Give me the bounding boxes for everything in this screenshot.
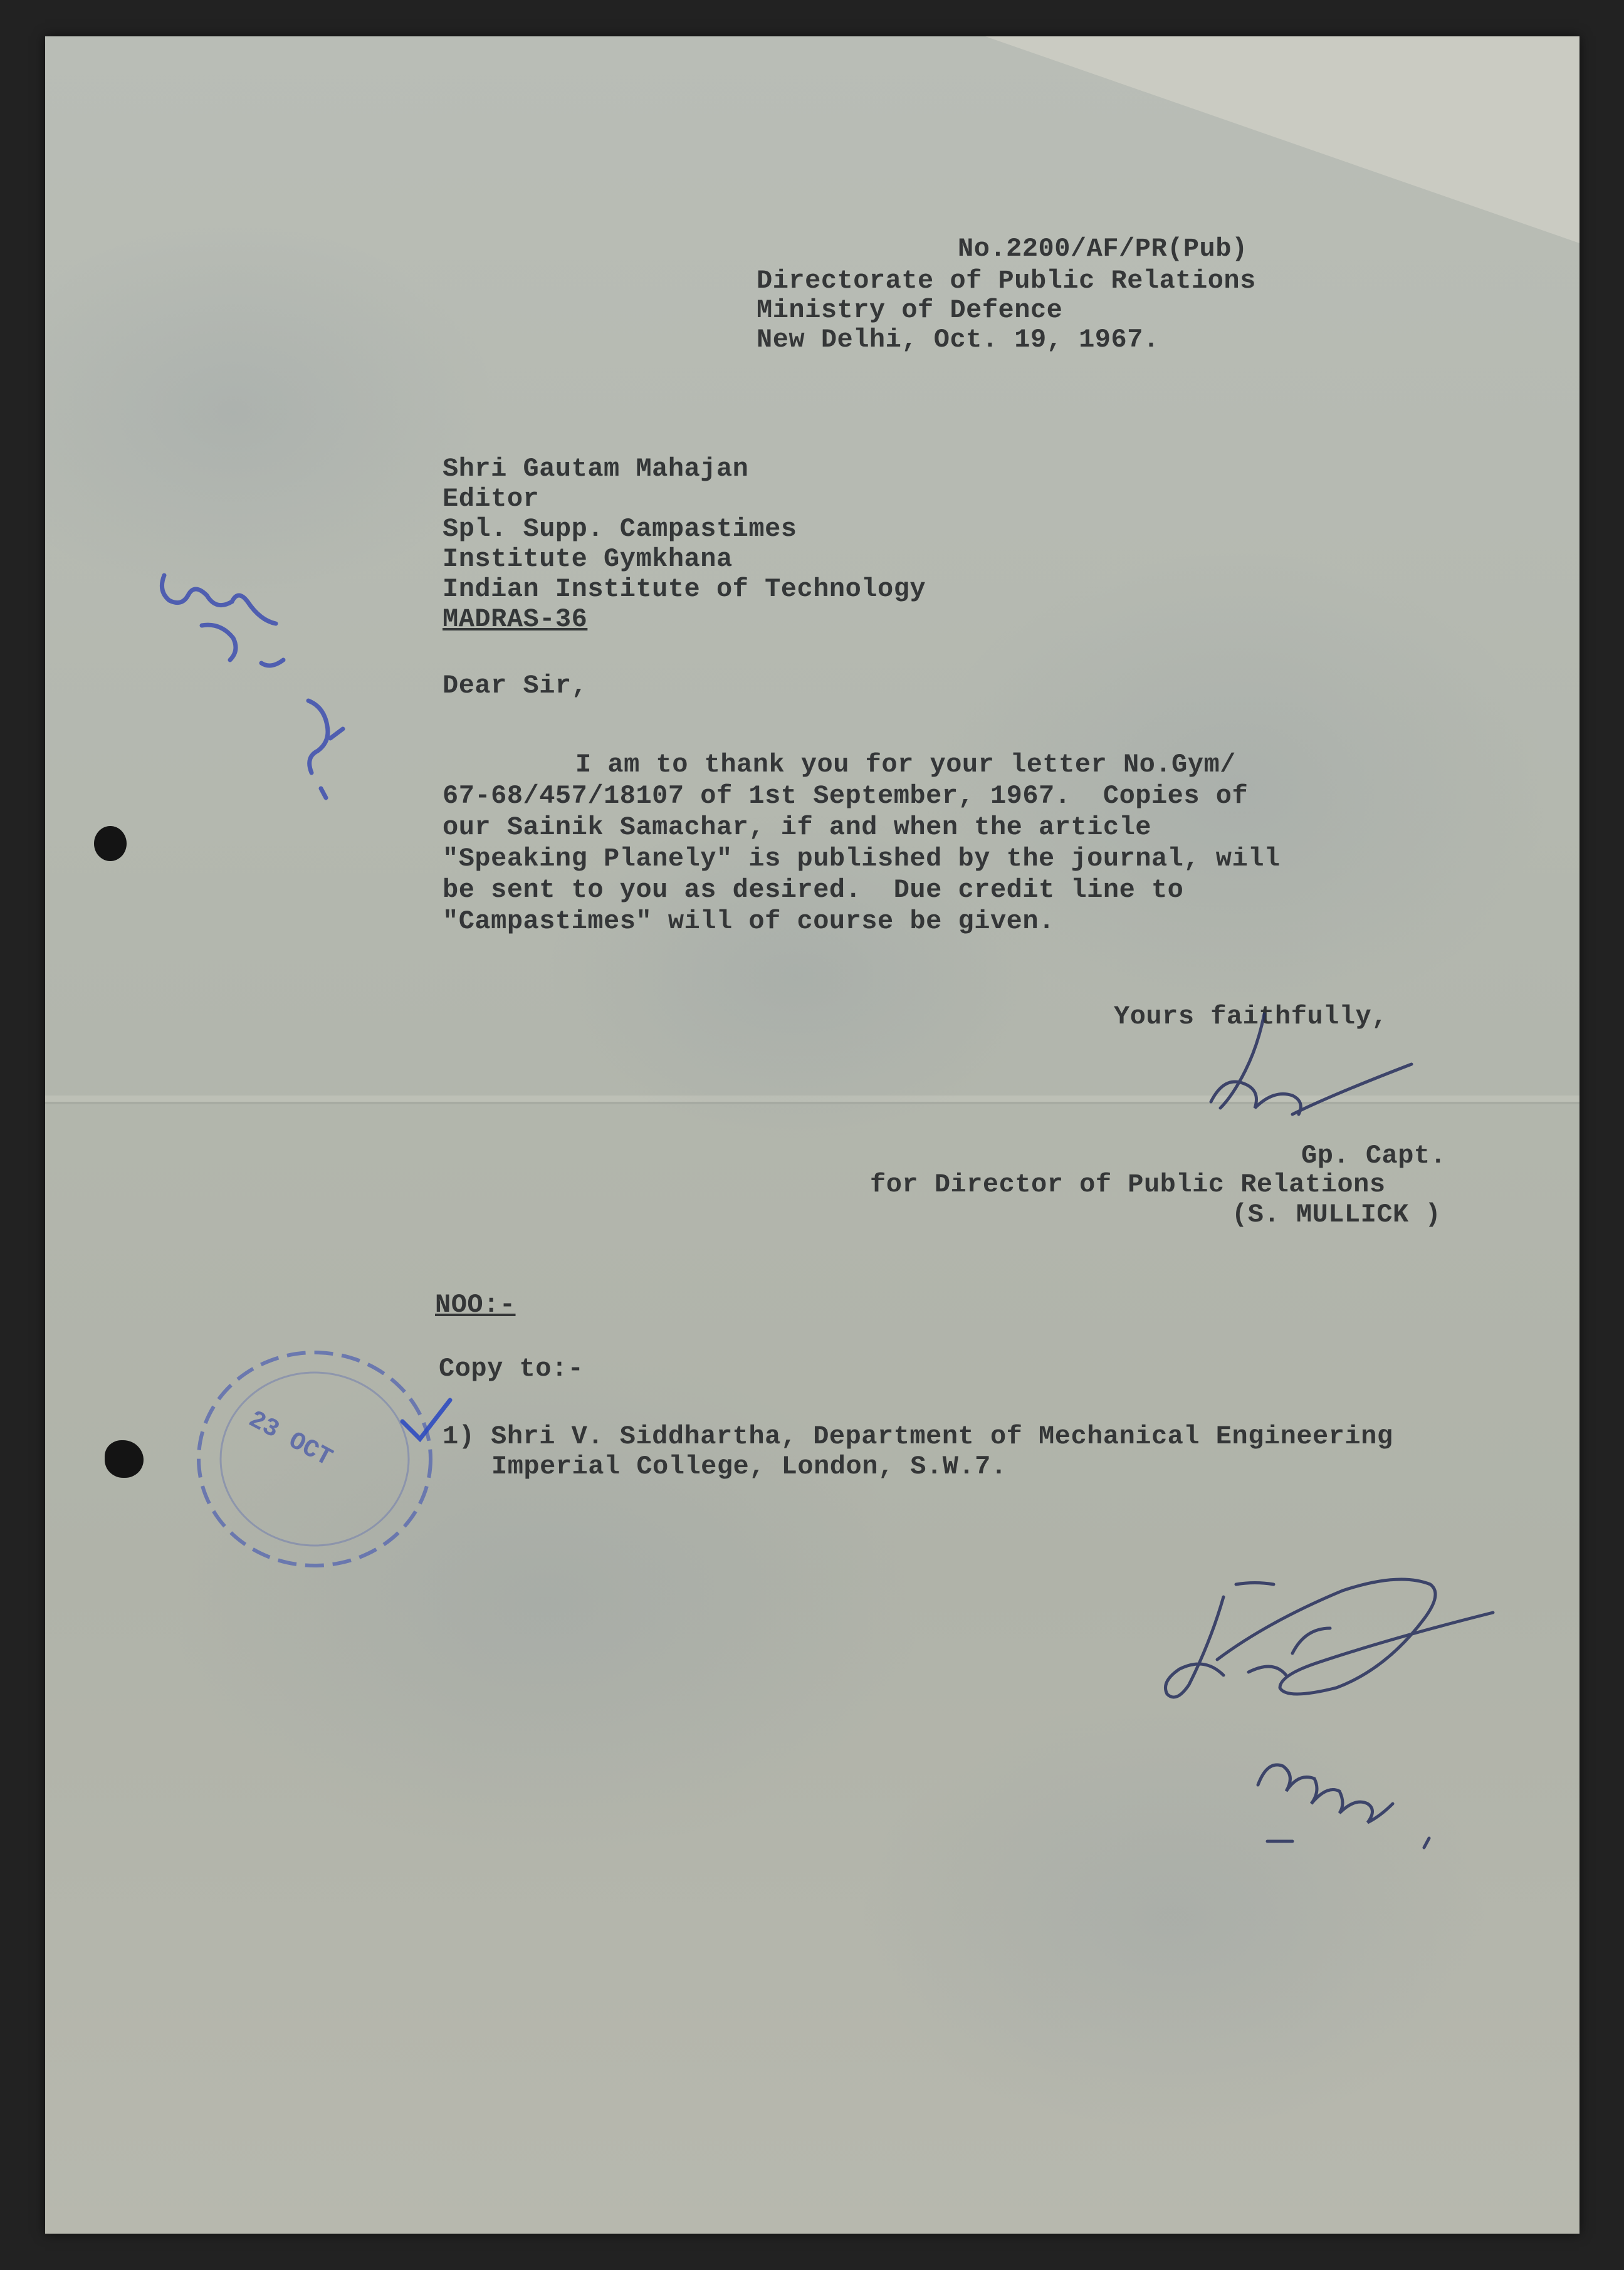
signature-lower xyxy=(1166,1579,1494,1848)
salutation: Dear Sir, xyxy=(443,671,588,701)
body-line-3: our Sainik Samachar, if and when the article xyxy=(443,812,1151,842)
reference-number: No.2200/AF/PR(Pub) xyxy=(958,234,1248,264)
noo-text: NOO:- xyxy=(435,1290,516,1320)
tick-mark xyxy=(402,1400,450,1439)
letter-paper xyxy=(45,36,1579,2234)
body-line-2: 67-68/457/18107 of 1st September, 1967. Copies of xyxy=(443,781,1249,811)
copy-to-label: Copy to:- xyxy=(439,1354,584,1384)
addressee-title: Editor xyxy=(443,484,540,514)
office-name: Directorate of Public Relations xyxy=(757,266,1256,296)
margin-annotation xyxy=(162,575,343,798)
addressee-line3: Spl. Supp. Campastimes xyxy=(443,514,797,544)
place-date: New Delhi, Oct. 19, 1967. xyxy=(757,325,1160,355)
addressee-city: MADRAS-36 xyxy=(443,604,588,634)
stamp-date: 23 OCT xyxy=(243,1406,337,1473)
date-stamp xyxy=(199,1352,431,1566)
body-line-4: "Speaking Planely" is published by the journal, will xyxy=(443,844,1281,874)
signatory-for: for Director of Public Relations xyxy=(870,1169,1386,1200)
copy-to-item-line2: Imperial College, London, S.W.7. xyxy=(491,1451,1007,1482)
ministry-name: Ministry of Defence xyxy=(757,295,1063,325)
body-line-5: be sent to you as desired. Due credit line to xyxy=(443,875,1184,905)
addressee-line5: Indian Institute of Technology xyxy=(443,574,926,604)
signatory-rank: Gp. Capt. xyxy=(1301,1141,1447,1171)
addressee-name: Shri Gautam Mahajan xyxy=(443,454,749,484)
closing: Yours faithfully, xyxy=(1114,1002,1388,1032)
body-line-6: "Campastimes" will of course be given. xyxy=(443,906,1055,936)
body-line-1: I am to thank you for your letter No.Gym/ xyxy=(575,750,1236,780)
signature-upper xyxy=(1211,1014,1412,1114)
addressee-line4: Institute Gymkhana xyxy=(443,544,733,574)
handwriting-layer xyxy=(45,36,1579,2234)
copy-to-item-line1: 1) Shri V. Siddhartha, Department of Mechanical Engineering xyxy=(443,1421,1393,1451)
signatory-name: (S. MULLICK ) xyxy=(1232,1200,1442,1230)
